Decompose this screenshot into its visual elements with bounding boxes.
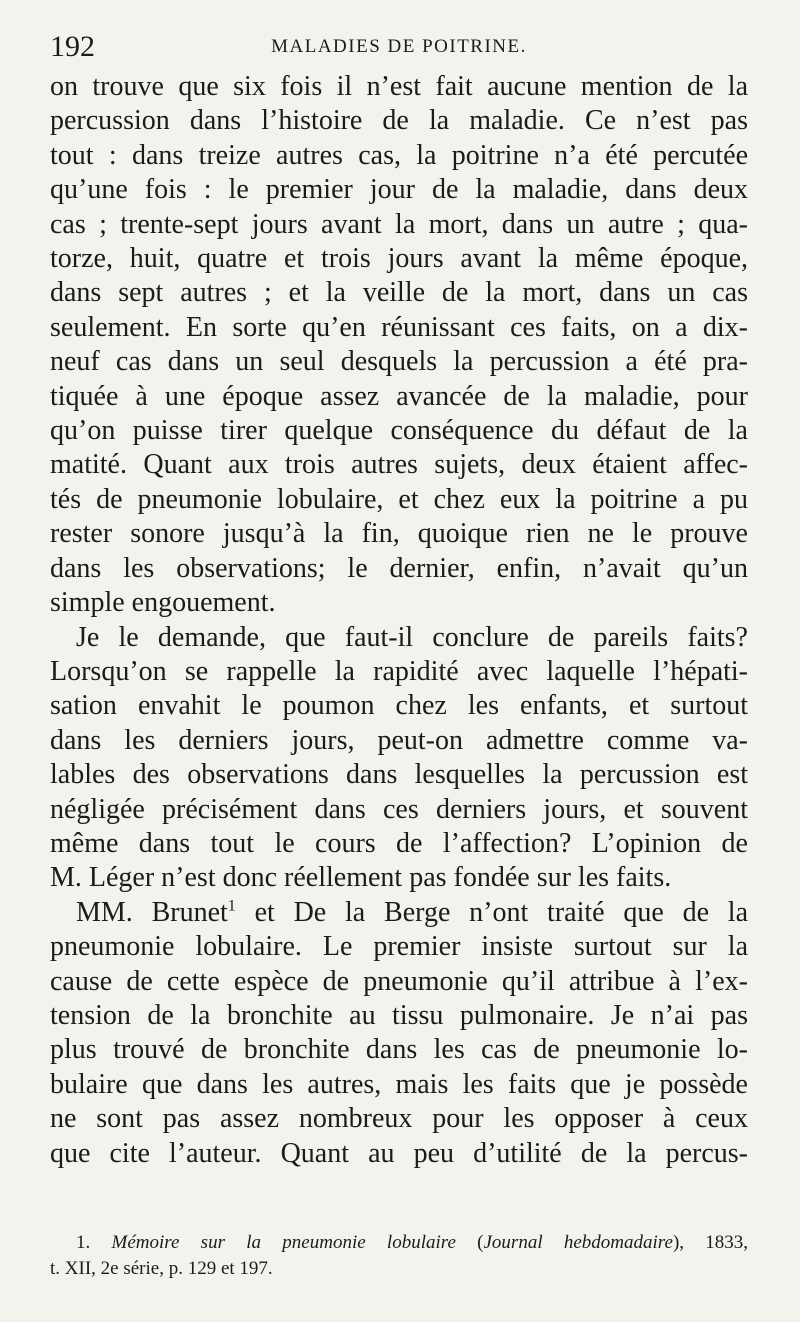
footnote-line: t. XII, 2e série, p. 129 et 197. [50, 1258, 273, 1279]
text-line: lables des observations dans lesquelles la percussion est [50, 759, 748, 791]
text-line: même dans tout le cours de l’affection? L’opinion de [50, 827, 748, 859]
footnote-marker[interactable]: 1 [227, 897, 236, 915]
text-line: qu’une fois : le premier jour de la maladie, dans deux [50, 174, 748, 206]
text-line: cause de cette espèce de pneumonie qu’il attribue à l’ex- [50, 965, 748, 997]
footnote-number: 1. [76, 1232, 91, 1253]
text-line: négligée précisément dans ces derniers jours, et souvent [50, 793, 748, 825]
footnote-text: ( [455, 1232, 484, 1253]
text-line: simple engouement. [50, 587, 276, 619]
text-fragment: MM. Brunet [76, 896, 228, 928]
text-line: dans les observations; le dernier, enfin, n’avait qu’un [50, 552, 748, 584]
footnote-text: ), 1833, [672, 1232, 749, 1253]
text-line: percussion dans l’histoire de la maladie. Ce n’est pas [50, 105, 748, 137]
paragraph-2 [50, 621, 748, 896]
footnote-journal: Journal hebdomadaire [483, 1232, 673, 1253]
text-line [50, 896, 748, 930]
text-line: dans les derniers jours, peut-on admettre comme va- [50, 724, 748, 756]
running-head: MALADIES DE POITRINE. [271, 36, 527, 57]
text-fragment: et De la Berge n’ont traité que de la [235, 896, 748, 928]
page-number: 192 [50, 30, 95, 63]
text-line: plus trouvé de bronchite dans les cas de pneumonie lo- [50, 1034, 748, 1066]
text-line: sation envahit le poumon chez les enfants, et surtout [50, 690, 748, 722]
text-line: cas ; trente-sept jours avant la mort, dans un autre ; qua- [50, 208, 748, 240]
text-line: M. Léger n’est donc réellement pas fondée sur les faits. [50, 862, 672, 894]
text-line: tiquée à une époque assez avancée de la maladie, pour [50, 380, 748, 412]
text-line: que cite l’auteur. Quant au peu d’utilité de la percus- [50, 1137, 748, 1169]
page-header [50, 32, 748, 62]
text-line: Lorsqu’on se rappelle la rapidité avec laquelle l’hépati- [50, 655, 748, 687]
text-line: pneumonie lobulaire. Le premier insiste surtout sur la [50, 931, 748, 963]
text-line: on trouve que six fois il n’est fait aucune mention de la [50, 71, 748, 102]
text-line: torze, huit, quatre et trois jours avant la même époque, [50, 243, 748, 275]
footnote [50, 1230, 748, 1282]
text-line: ne sont pas assez nombreux pour les opposer à ceux [50, 1103, 748, 1135]
text-line: bulaire que dans les autres, mais les faits que je possède [50, 1068, 748, 1100]
footnote-line [50, 1230, 748, 1256]
paragraph-3 [50, 896, 748, 1171]
text-line: dans sept autres ; et la veille de la mort, dans un cas [50, 277, 748, 309]
text-line: neuf cas dans un seul desquels la percussion a été pra- [50, 346, 748, 378]
text-line: rester sonore jusqu’à la fin, quoique rien ne le prouve [50, 518, 748, 550]
paragraph-1 [50, 70, 748, 621]
text-line: tout : dans treize autres cas, la poitrine n’a été percutée [50, 139, 748, 171]
text-line: tension de la bronchite au tissu pulmonaire. Je n’ai pas [50, 999, 748, 1031]
text-line: Je le demande, que faut-il conclure de pareils faits? [76, 621, 748, 653]
text-line: matité. Quant aux trois autres sujets, deux étaient affec- [50, 449, 748, 481]
text-line: tés de pneumonie lobulaire, et chez eux la poitrine a pu [50, 483, 748, 515]
body-text [50, 70, 748, 1171]
footnote-title: Mémoire sur la pneumonie lobulaire [111, 1232, 456, 1253]
text-line: seulement. En sorte qu’en réunissant ces faits, on a dix- [50, 311, 748, 343]
text-line: qu’on puisse tirer quelque conséquence du défaut de la [50, 415, 748, 447]
